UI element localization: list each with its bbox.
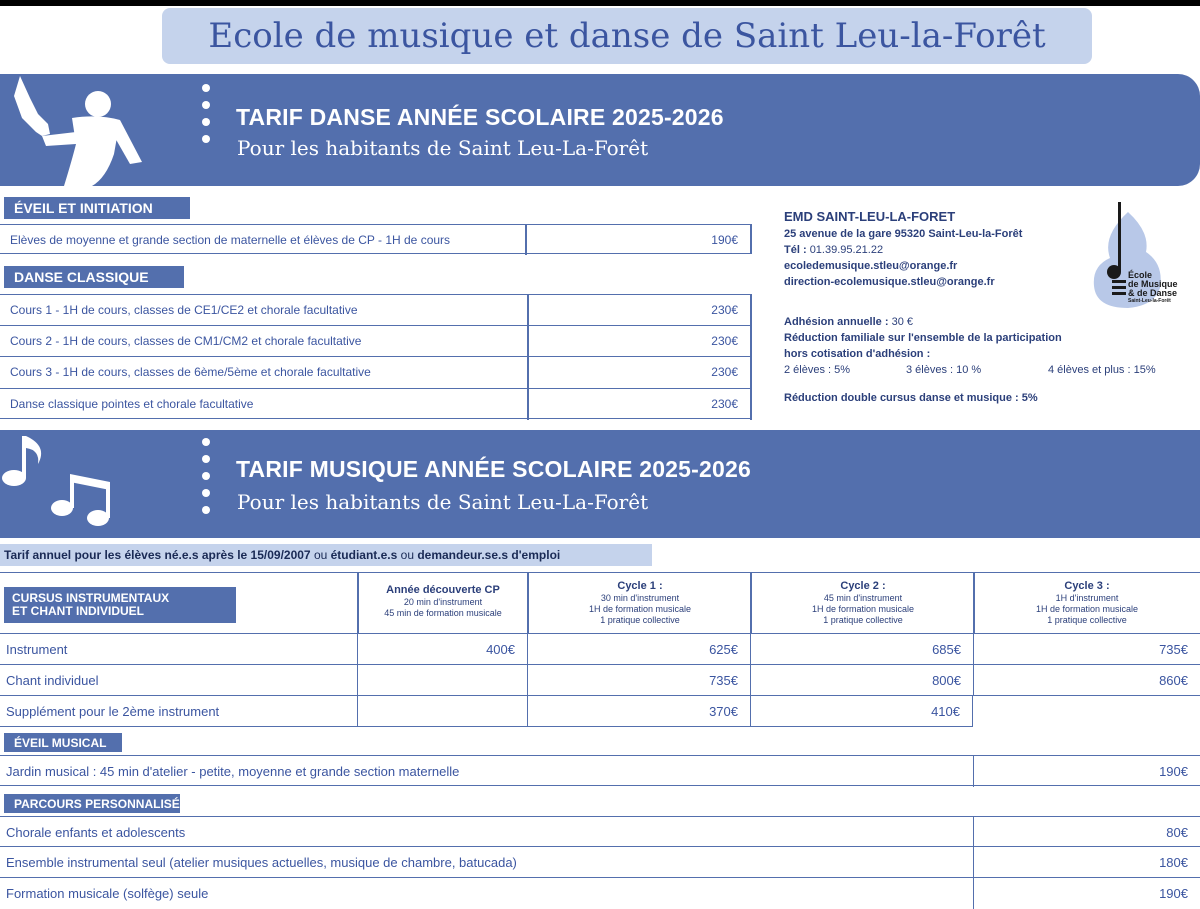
contact-address: 25 avenue de la gare 95320 Saint-Leu-la-Forêt [784, 228, 1023, 240]
reduction-3: 3 élèves : 10 % [906, 364, 982, 376]
dance-subheading: Pour les habitants de Saint Leu-La-Forêt [237, 136, 649, 160]
dance-classique-row [0, 294, 752, 326]
music-heading: TARIF MUSIQUE ANNÉE SCOLAIRE 2025-2026 [236, 456, 751, 482]
music-row-chorale: Chorale enfants et adolescents 80€ [0, 816, 1200, 847]
music-row-supplement: Supplément pour le 2ème instrument 370€ 410€ [0, 696, 973, 727]
music-header-row [0, 572, 1200, 634]
dance-dots [202, 84, 210, 152]
contact-email-1[interactable]: ecoledemusique.stleu@orange.fr [784, 260, 958, 272]
reduction-line-2: hors cotisation d'adhésion : [784, 348, 931, 360]
pricing-notes [784, 314, 1184, 406]
reduction-4: 4 élèves et plus : 15% [1048, 364, 1156, 376]
col-header-cp: Année découverte CP 20 min d'instrument 45 min de formation musicale [384, 584, 502, 618]
dance-classique-row [0, 326, 752, 357]
row-price: 230€ [711, 365, 738, 379]
top-bar [0, 0, 1200, 6]
row-price: 230€ [711, 397, 738, 411]
row-price: 230€ [711, 334, 738, 348]
row-label: Danse classique pointes et chorale facultative [10, 397, 254, 411]
music-notice: Tarif annuel pour les élèves né.e.s après le 15/09/2007 ou étudiant.e.s ou demandeur.se.s d'emploi [0, 544, 652, 566]
reduction-line-1: Réduction familiale sur l'ensemble de la participation [784, 332, 1062, 344]
logo-text: École de Musique & de Danse Saint-Leu-la-Forêt [1128, 270, 1178, 304]
col-header-cycle1: Cycle 1 : 30 min d'instrument 1H de formation musicale 1 pratique collective [588, 580, 692, 625]
music-subheading: Pour les habitants de Saint Leu-La-Forêt [237, 490, 649, 514]
contact-email-2[interactable]: direction-ecolemusique.stleu@orange.fr [784, 276, 995, 288]
double-cursus: Réduction double cursus danse et musique : 5% [784, 392, 1038, 404]
eveil-musical-title: ÉVEIL MUSICAL [4, 733, 122, 752]
school-logo [1088, 202, 1184, 314]
dance-banner [0, 74, 1200, 186]
dance-heading: TARIF DANSE ANNÉE SCOLAIRE 2025-2026 [236, 104, 724, 130]
dance-classique-row [0, 357, 752, 389]
col-header-cycle3: Cycle 3 : 1H d'instrument 1H de formation musicale 1 pratique collective [1035, 580, 1139, 625]
music-row-formation: Formation musicale (solfège) seule 190€ [0, 878, 1200, 909]
contact-name: EMD SAINT-LEU-LA-FORET [784, 209, 956, 224]
reduction-2: 2 élèves : 5% [784, 364, 851, 376]
music-row-chant: Chant individuel 735€ 800€ 860€ [0, 665, 1200, 696]
page-title: Ecole de musique et danse de Saint Leu-la-Forêt [162, 8, 1092, 64]
adhesion-line: Adhésion annuelle : 30 € [784, 316, 913, 328]
music-banner [0, 430, 1200, 538]
parcours-title: PARCOURS PERSONNALISÉS [4, 794, 180, 813]
music-row-ensemble: Ensemble instrumental seul (atelier musiques actuelles, musique de chambre, batucada) 180€ [0, 847, 1200, 878]
music-notes-icon [0, 430, 140, 538]
row-label: Elèves de moyenne et grande section de maternelle et élèves de CP - 1H de cours [10, 233, 451, 247]
row-label: Cours 1 - 1H de cours, classes de CE1/CE2 et chorale facultative [10, 303, 358, 317]
dance-eveil-row [0, 224, 752, 254]
music-row-instrument: Instrument 400€ 625€ 685€ 735€ [0, 634, 1200, 665]
dancer-illustration [2, 74, 152, 186]
row-price: 190€ [711, 233, 738, 247]
contact-block [784, 208, 1084, 290]
music-dots [202, 438, 210, 523]
row-price: 230€ [711, 303, 738, 317]
dance-classique-row [0, 389, 752, 419]
row-label: Cours 2 - 1H de cours, classes de CM1/CM2 et chorale facultative [10, 334, 362, 348]
contact-tel: Tél : 01.39.95.21.22 [784, 244, 884, 256]
music-row-jardin: Jardin musical : 45 min d'atelier - petite, moyenne et grande section maternelle 190€ [0, 755, 1200, 786]
row-label: Cours 3 - 1H de cours, classes de 6ème/5ème et chorale facultative [10, 365, 371, 379]
col-header-cycle2: Cycle 2 : 45 min d'instrument 1H de formation musicale 1 pratique collective [811, 580, 915, 625]
reduction-tiers [784, 362, 1184, 378]
cursus-title: CURSUS INSTRUMENTAUX ET CHANT INDIVIDUEL [4, 587, 236, 623]
danse-classique-title: DANSE CLASSIQUE [4, 266, 184, 288]
eveil-initiation-title: ÉVEIL ET INITIATION [4, 197, 190, 219]
